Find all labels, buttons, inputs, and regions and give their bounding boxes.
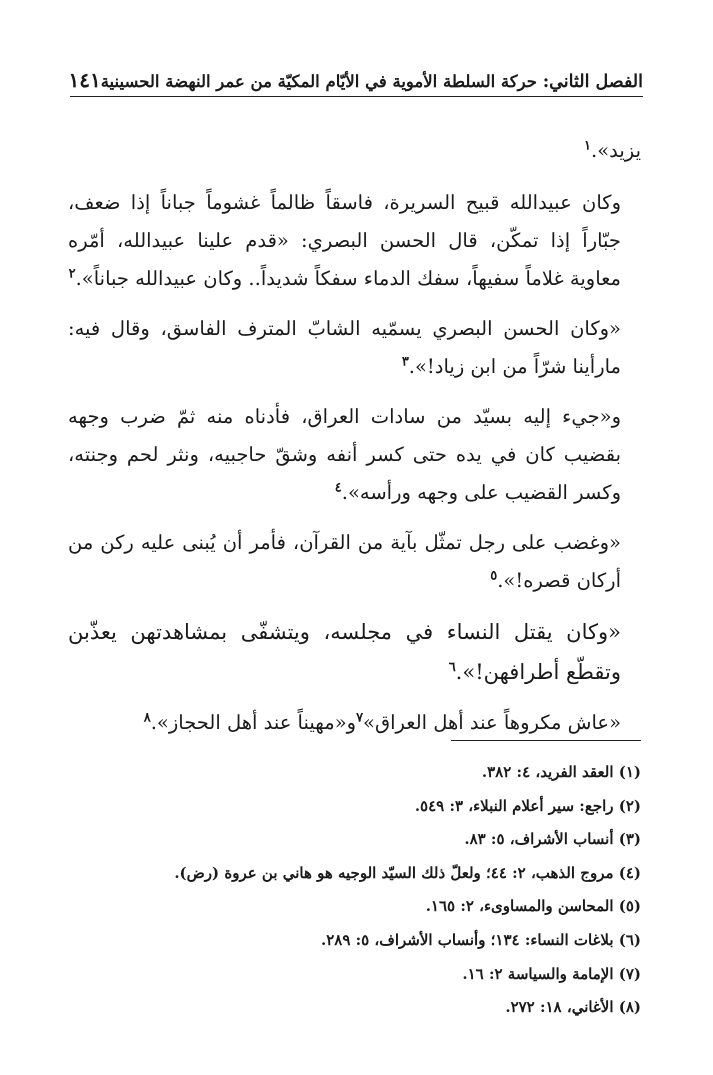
paragraph-text: و«مهيناً عند أهل الحجاز». (150, 711, 357, 734)
footnote-ref: ٣ (401, 354, 409, 370)
paragraph-5 (68, 524, 641, 600)
paragraph-text: «عاش مكروهاً عند أهل العراق» (363, 711, 621, 734)
footnote-8: (٨) الأغاني، ١٨: ٢٧٢. (505, 998, 641, 1017)
running-header (70, 58, 643, 97)
paragraph-text: «وكان الحسن البصري يسمّيه الشابّ المترف الفاسق، وقال فيه: مارأينا شرّاً من ابن زياد!». (68, 317, 621, 378)
footnote-6: (٦) بلاغات النساء: ١٣٤؛ وأنساب الأشراف، ٥: ٢٨٩. (320, 930, 641, 949)
footnote-separator (451, 740, 641, 741)
footnote-ref: ٨ (143, 710, 151, 726)
paragraph-text: «وكان يقتل النساء في مجلسه، ويتشفّى بمشاهدتهن يعذّبن وتقطّع أطرافهن!». (68, 620, 621, 684)
body-text (68, 132, 641, 754)
paragraph-7 (68, 704, 641, 742)
paragraph-text: وكان عبيدالله قبيح السريرة، فاسقاً ظالماً غشوماً جباناً إذا ضعف، جبّاراً إذا تمكّن، قال الحسن البصري: «قدم علينا عبيدالله، أمّره معاوية غلاماً سفيهاً، سفك الدماء سفكاً شديداً.. وكان عبيدالله جباناً». (68, 191, 621, 290)
footnote-ref: ١ (584, 138, 592, 154)
footnote-ref: ٢ (68, 266, 76, 282)
footnote-7: (٧) الإمامة والسياسة ٢: ١٦. (462, 964, 641, 983)
footnote-ref: ٧ (356, 710, 364, 726)
footnote-ref: ٦ (448, 660, 456, 675)
page-number: ١٤١ (68, 68, 101, 92)
paragraph-text: «وغضب على رجل تمثّل بآية من القرآن، فأمر أن يُبنى عليه ركن من أركان قصره!». (68, 531, 621, 592)
paragraph-1 (68, 132, 641, 170)
footnote-ref: ٤ (334, 480, 342, 496)
paragraph-text: يزيد». (591, 139, 641, 162)
paragraph-text: و«جيء إليه بسيّد من سادات العراق، فأدناه منه ثمّ ضرب وجهه بقضيب كان في يده حتى كسر أنفه وشقّ حاجبيه، ونثر لحم وجنته، وكسر القضيب على وجهه ورأسه». (68, 405, 621, 504)
paragraph-2 (68, 184, 641, 298)
chapter-label: الفصل الثاني: (542, 72, 643, 92)
footnote-3: (٣) أنساب الأشراف، ٥: ٨٣. (464, 830, 641, 849)
footnote-2: (٢) راجع: سير أعلام النبلاء، ٣: ٥٤٩. (414, 796, 641, 815)
footnote-ref: ٥ (490, 568, 498, 584)
paragraph-6 (68, 612, 641, 692)
paragraph-3 (68, 310, 641, 386)
footnotes (70, 756, 641, 1025)
footnote-1: (١) العقد الفريد، ٤: ٣٨٢. (481, 763, 641, 781)
footnote-5: (٥) المحاسن والمساوىء، ٢: ١٦٥. (425, 897, 641, 916)
chapter-title: حركة السلطة الأموية في الأيّام المكيّة من عمر النهضة الحسينية (100, 72, 537, 91)
paragraph-4 (68, 398, 641, 512)
footnote-4: (٤) مروج الذهب، ٢: ٤٤؛ ولعلّ ذلك السيّد الوجيه هو هاني بن عروة (رض). (174, 863, 641, 882)
running-header-title (101, 72, 643, 92)
